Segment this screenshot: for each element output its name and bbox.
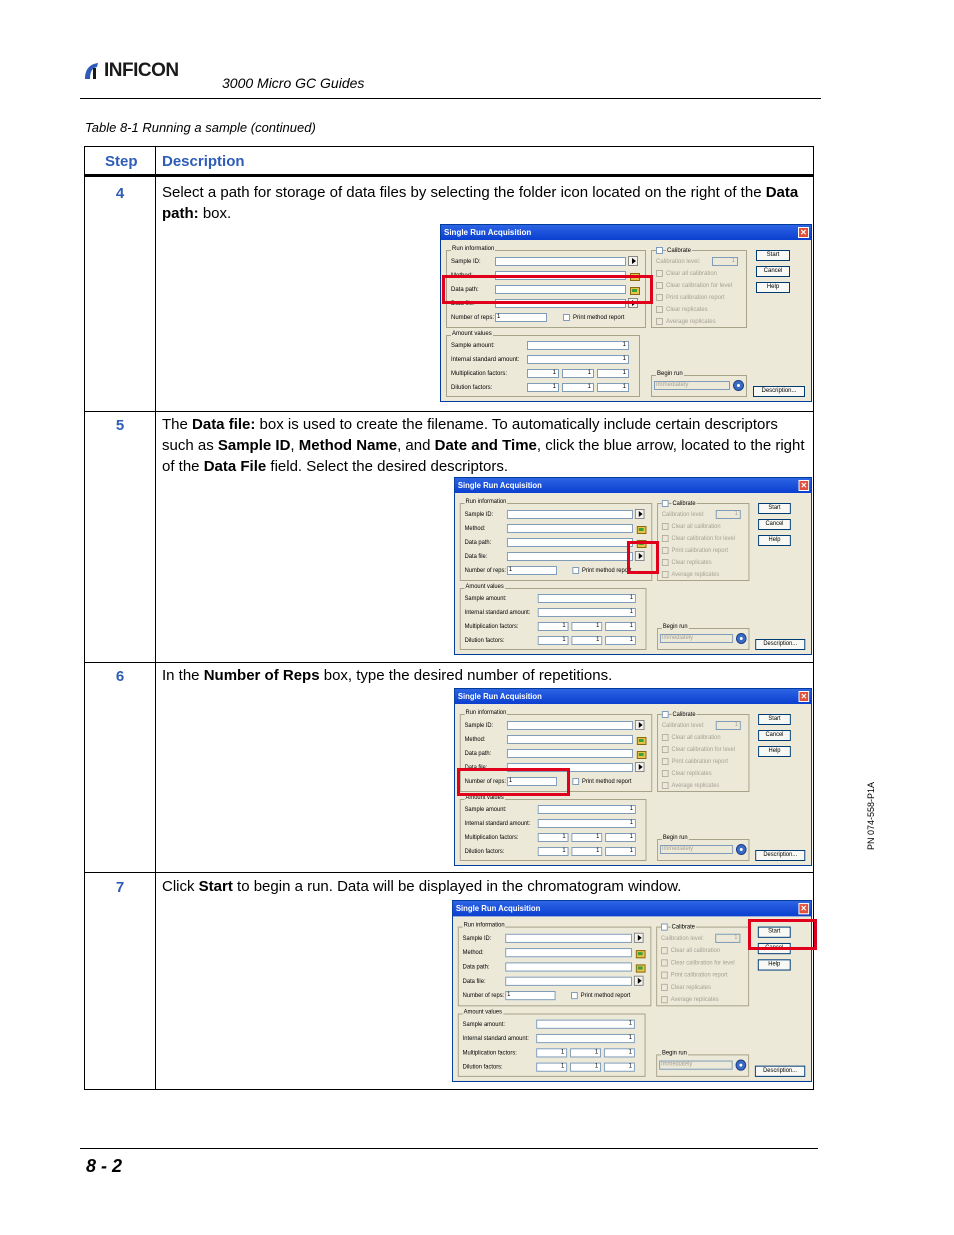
multiplication-input[interactable]: 1 xyxy=(538,622,569,631)
multiplication-input[interactable]: 1 xyxy=(605,622,636,631)
description-text: , xyxy=(290,437,299,454)
reps-input[interactable]: 1 xyxy=(507,566,557,575)
calib-option-checkbox[interactable] xyxy=(656,294,663,301)
calib-option-label: Average replicates xyxy=(666,319,716,325)
schedule-icon[interactable] xyxy=(736,633,747,644)
dilution-input[interactable]: 1 xyxy=(605,636,636,645)
logo-mark-icon xyxy=(82,61,102,81)
row-divider xyxy=(85,411,813,412)
internal-std-label: Internal standard amount: xyxy=(464,821,531,827)
description-button[interactable]: Description... xyxy=(753,386,805,397)
internal-std-input[interactable]: 1 xyxy=(527,355,629,364)
data-file-label: Data file: xyxy=(464,765,488,771)
description-button[interactable]: Description... xyxy=(755,1066,805,1077)
group-label: Run information xyxy=(465,710,507,716)
multiplication-label: Multiplication factors: xyxy=(464,624,519,630)
description-text: Click xyxy=(162,878,199,895)
header-step: Step xyxy=(105,153,138,170)
multiplication-label: Multiplication factors: xyxy=(451,371,508,377)
calib-option-checkbox[interactable] xyxy=(661,947,668,954)
print-method-checkbox[interactable] xyxy=(572,778,579,785)
multiplication-input[interactable]: 1 xyxy=(570,1048,601,1057)
sample-id-input[interactable] xyxy=(495,257,626,266)
start-button[interactable]: Start xyxy=(756,250,790,261)
document-title: 3000 Micro GC Guides xyxy=(222,75,365,91)
calib-option-label: Average replicates xyxy=(671,572,720,578)
multiplication-input[interactable]: 1 xyxy=(538,833,569,842)
dialog-title: Single Run Acquisition xyxy=(441,225,811,240)
print-method-label: Print method report xyxy=(581,779,632,785)
group-label: Amount values xyxy=(452,331,492,337)
dilution-input[interactable]: 1 xyxy=(538,847,569,856)
reps-label: Number of reps: xyxy=(464,568,506,574)
description-text: box. xyxy=(198,205,232,222)
begin-run-select[interactable]: Immediately xyxy=(659,1061,733,1070)
print-method-label: Print method report xyxy=(573,315,625,321)
data-file-arrow-icon[interactable] xyxy=(635,762,645,772)
group-label: Begin run xyxy=(662,835,688,841)
method-label: Method: xyxy=(464,526,486,532)
begin-run-select[interactable]: Immediately xyxy=(654,381,730,390)
print-method-label: Print method report xyxy=(581,568,632,574)
calib-option-checkbox[interactable] xyxy=(662,547,669,554)
calib-option-label: Print calibration report xyxy=(666,295,725,301)
data-file-input[interactable] xyxy=(507,552,633,561)
calibrate-label: Calibrate xyxy=(672,712,696,718)
calibration-level-label: Calibration level: xyxy=(661,512,705,518)
schedule-icon[interactable] xyxy=(736,844,747,855)
reps-label: Number of reps: xyxy=(464,779,506,785)
sample-id-arrow-icon[interactable] xyxy=(628,256,638,266)
calib-option-checkbox[interactable] xyxy=(661,996,668,1003)
schedule-icon[interactable] xyxy=(733,380,744,391)
part-number-label: PN 074-558-P1A xyxy=(866,781,876,850)
bold-term: Number of Reps xyxy=(203,667,320,684)
sample-id-arrow-icon[interactable] xyxy=(635,509,645,519)
calib-option-checkbox[interactable] xyxy=(661,972,668,979)
calib-option-checkbox[interactable] xyxy=(662,782,669,789)
reps-input[interactable]: 1 xyxy=(505,991,555,1000)
sample-id-label: Sample ID: xyxy=(451,259,481,265)
highlight-box xyxy=(627,541,659,574)
multiplication-input[interactable]: 1 xyxy=(605,833,636,842)
group-label: Begin run xyxy=(662,624,688,630)
help-button[interactable]: Help xyxy=(758,535,791,546)
schedule-icon[interactable] xyxy=(736,1060,747,1071)
cancel-button[interactable]: Cancel xyxy=(756,266,790,277)
calib-option-label: Clear replicates xyxy=(666,307,708,313)
cancel-button[interactable]: Cancel xyxy=(758,519,791,530)
calib-option-label: Clear calibration for level xyxy=(666,283,733,289)
sample-id-arrow-icon[interactable] xyxy=(634,933,644,943)
calibrate-label: Calibrate xyxy=(671,924,695,931)
highlight-box xyxy=(457,768,570,796)
multiplication-input[interactable]: 1 xyxy=(571,622,602,631)
dilution-input[interactable]: 1 xyxy=(570,1063,601,1072)
multiplication-input[interactable]: 1 xyxy=(597,369,629,378)
calib-option-label: Print calibration report xyxy=(670,972,728,979)
calib-option-label: Clear calibration for level xyxy=(671,747,736,753)
cancel-button[interactable]: Cancel xyxy=(758,730,791,741)
inficon-logo xyxy=(82,60,179,82)
help-button[interactable]: Help xyxy=(756,282,790,293)
calib-option-checkbox[interactable] xyxy=(661,984,668,991)
start-button[interactable]: Start xyxy=(758,927,791,938)
sample-amount-input[interactable]: 1 xyxy=(538,594,636,603)
sample-id-label: Sample ID: xyxy=(464,723,494,729)
table-header xyxy=(85,147,813,177)
calib-option-checkbox[interactable] xyxy=(662,758,669,765)
group-label: Amount values xyxy=(465,584,504,590)
dilution-input[interactable]: 1 xyxy=(605,847,636,856)
bold-term: Data file: xyxy=(192,416,256,433)
multiplication-input[interactable]: 1 xyxy=(527,369,559,378)
print-method-label: Print method report xyxy=(580,993,631,1000)
calib-option-label: Average replicates xyxy=(671,783,720,789)
method-folder-icon[interactable] xyxy=(636,524,646,533)
description-text: Select a path for storage of data files by selecting the folder icon located on the right of the xyxy=(162,184,766,201)
dilution-label: Dilution factors: xyxy=(464,638,505,644)
calib-option-checkbox[interactable] xyxy=(662,523,669,530)
calibrate-label: Calibrate xyxy=(667,248,692,254)
dilution-input[interactable]: 1 xyxy=(562,383,594,392)
calibration-level-label: Calibration level: xyxy=(661,935,704,942)
method-input[interactable] xyxy=(507,735,633,744)
calibration-level-input[interactable]: 1 xyxy=(712,257,738,266)
sample-id-label: Sample ID: xyxy=(462,935,492,942)
highlight-box xyxy=(748,919,817,950)
dialog-title: Single Run Acquisition xyxy=(455,689,811,704)
data-file-label: Data file: xyxy=(462,978,486,985)
dilution-input[interactable]: 1 xyxy=(538,636,569,645)
group-label: Run information xyxy=(465,499,507,505)
bold-term: Data path: xyxy=(162,184,799,222)
reps-label: Number of reps: xyxy=(462,993,505,1000)
description-text: In the xyxy=(162,667,204,684)
calibrate-checkbox[interactable] xyxy=(656,247,663,254)
group-label: Amount values xyxy=(465,795,504,801)
group-label: Amount values xyxy=(463,1008,503,1017)
bold-term: Sample ID xyxy=(217,437,291,454)
method-label: Method: xyxy=(464,737,486,743)
calib-option-checkbox[interactable] xyxy=(662,571,669,578)
step-description xyxy=(162,414,807,477)
step-description xyxy=(162,665,807,686)
table-caption: Table 8-1 Running a sample (continued) xyxy=(85,120,316,135)
calib-option-label: Clear all calibration xyxy=(671,524,721,530)
print-method-checkbox[interactable] xyxy=(563,314,570,321)
reps-label: Number of reps: xyxy=(451,315,495,321)
method-label: Method: xyxy=(462,950,484,957)
calib-option-label: Clear replicates xyxy=(671,560,712,566)
bold-term: Method Name xyxy=(298,437,398,454)
data-path-folder-icon[interactable] xyxy=(635,962,645,971)
sample-amount-label: Sample amount: xyxy=(451,343,495,349)
data-path-label: Data path: xyxy=(462,964,490,971)
calib-option-checkbox[interactable] xyxy=(661,959,668,966)
calibrate-checkbox[interactable] xyxy=(662,711,669,718)
multiplication-input[interactable]: 1 xyxy=(571,833,602,842)
multiplication-label: Multiplication factors: xyxy=(462,1050,517,1057)
data-file-arrow-icon[interactable] xyxy=(634,976,644,986)
begin-run-select[interactable]: Immediately xyxy=(660,845,733,854)
step-number: 7 xyxy=(115,879,125,896)
sample-amount-label: Sample amount: xyxy=(464,596,507,602)
sample-amount-label: Sample amount: xyxy=(464,807,507,813)
calib-option-label: Clear all calibration xyxy=(670,948,721,955)
dilution-input[interactable]: 1 xyxy=(571,636,602,645)
data-path-label: Data path: xyxy=(451,287,479,293)
calib-option-checkbox[interactable] xyxy=(656,282,663,289)
step-description xyxy=(162,876,807,897)
dialog-title: Single Run Acquisition xyxy=(455,478,811,493)
calib-option-label: Clear replicates xyxy=(671,771,712,777)
dilution-label: Dilution factors: xyxy=(451,385,493,391)
calib-option-checkbox[interactable] xyxy=(656,270,663,277)
cancel-button[interactable]: Cancel xyxy=(758,943,791,954)
calibration-level-input[interactable]: 1 xyxy=(715,934,740,943)
data-file-label: Data file: xyxy=(451,301,475,307)
dilution-input[interactable]: 1 xyxy=(604,1063,635,1072)
calib-option-label: Clear calibration for level xyxy=(670,960,735,967)
calib-option-checkbox[interactable] xyxy=(662,559,669,566)
sample-amount-input[interactable]: 1 xyxy=(527,341,629,350)
start-button[interactable]: Start xyxy=(758,503,791,514)
close-icon[interactable]: ✕ xyxy=(799,480,810,491)
group-label: Run information xyxy=(463,921,506,930)
highlight-box xyxy=(442,275,653,304)
help-button[interactable]: Help xyxy=(758,959,791,970)
calib-option-label: Print calibration report xyxy=(671,548,728,554)
bold-term: Date and Time xyxy=(434,437,537,454)
begin-run-select[interactable]: Immediately xyxy=(660,634,733,643)
close-icon[interactable]: ✕ xyxy=(798,903,809,914)
dilution-input[interactable]: 1 xyxy=(571,847,602,856)
single-run-acquisition-dialog xyxy=(440,224,812,402)
step-number: 6 xyxy=(115,668,125,685)
reps-input[interactable]: 1 xyxy=(495,313,547,322)
internal-std-label: Internal standard amount: xyxy=(462,1035,529,1043)
header-description: Description xyxy=(162,153,245,170)
method-input[interactable] xyxy=(505,948,632,957)
footer-rule xyxy=(80,1148,818,1149)
multiplication-input[interactable]: 1 xyxy=(604,1048,635,1057)
sample-amount-input[interactable]: 1 xyxy=(538,805,636,814)
calib-option-checkbox[interactable] xyxy=(656,318,663,325)
step-number: 4 xyxy=(115,185,125,202)
method-input[interactable] xyxy=(507,524,633,533)
calib-option-checkbox[interactable] xyxy=(656,306,663,313)
group-label: Begin run xyxy=(657,371,683,377)
sample-id-arrow-icon[interactable] xyxy=(635,720,645,730)
page-number: 8 - 2 xyxy=(86,1156,123,1176)
calib-option-label: Average replicates xyxy=(670,997,719,1004)
calib-option-label: Clear calibration for level xyxy=(671,536,736,542)
description-text: box, type the desired number of repetitions. xyxy=(319,667,613,684)
dilution-input[interactable]: 1 xyxy=(597,383,629,392)
data-path-folder-icon[interactable] xyxy=(636,749,646,758)
dilution-label: Dilution factors: xyxy=(464,849,505,855)
multiplication-input[interactable]: 1 xyxy=(562,369,594,378)
reps-input[interactable]: 1 xyxy=(507,777,557,786)
start-button[interactable]: Start xyxy=(758,714,791,725)
sample-amount-input[interactable]: 1 xyxy=(536,1020,635,1029)
data-file-label: Data file: xyxy=(464,554,488,560)
description-text: , and xyxy=(397,437,435,454)
internal-std-input[interactable]: 1 xyxy=(538,608,636,617)
description-text: to begin a run. Data will be displayed in the chromatogram window. xyxy=(232,878,682,895)
bold-term: Data File xyxy=(203,458,267,475)
data-path-label: Data path: xyxy=(464,540,492,546)
internal-std-input[interactable]: 1 xyxy=(536,1034,635,1043)
header-rule xyxy=(80,98,821,99)
calib-option-label: Clear all calibration xyxy=(671,735,721,741)
calib-option-checkbox[interactable] xyxy=(662,734,669,741)
print-method-checkbox[interactable] xyxy=(571,992,578,999)
dilution-input[interactable]: 1 xyxy=(536,1063,567,1072)
method-label: Method: xyxy=(451,273,473,279)
row-divider xyxy=(85,662,813,663)
data-file-input[interactable] xyxy=(505,977,632,986)
data-path-input[interactable] xyxy=(507,538,633,547)
data-path-input[interactable] xyxy=(507,749,633,758)
internal-std-label: Internal standard amount: xyxy=(451,357,520,363)
description-text: The xyxy=(162,416,193,433)
description-button[interactable]: Description... xyxy=(755,850,805,861)
calib-option-label: Clear all calibration xyxy=(666,271,718,277)
multiplication-input[interactable]: 1 xyxy=(536,1048,567,1057)
column-divider xyxy=(155,147,156,1089)
calib-option-checkbox[interactable] xyxy=(662,535,669,542)
calibrate-checkbox[interactable] xyxy=(661,924,668,931)
calib-option-label: Print calibration report xyxy=(671,759,728,765)
description-button[interactable]: Description... xyxy=(755,639,805,650)
calib-option-checkbox[interactable] xyxy=(662,770,669,777)
calibrate-label: Calibrate xyxy=(672,501,696,507)
calibration-level-label: Calibration level: xyxy=(656,259,701,265)
internal-std-input[interactable]: 1 xyxy=(538,819,636,828)
close-icon[interactable]: ✕ xyxy=(799,691,810,702)
calib-option-checkbox[interactable] xyxy=(662,746,669,753)
method-folder-icon[interactable] xyxy=(635,948,645,957)
close-icon[interactable]: ✕ xyxy=(798,227,809,238)
step-number: 5 xyxy=(115,417,125,434)
logo-text: INFICON xyxy=(104,60,179,81)
description-text: , click the blue arrow, located to the right of the xyxy=(162,437,805,475)
print-method-checkbox[interactable] xyxy=(572,567,579,574)
sample-amount-label: Sample amount: xyxy=(462,1021,505,1028)
step-description xyxy=(162,182,807,224)
data-path-input[interactable] xyxy=(505,962,632,971)
calibration-level-input[interactable]: 1 xyxy=(716,510,741,519)
row-divider xyxy=(85,872,813,873)
calibration-level-input[interactable]: 1 xyxy=(716,721,741,730)
group-label: Begin run xyxy=(661,1049,688,1058)
internal-std-label: Internal standard amount: xyxy=(464,610,531,616)
data-path-label: Data path: xyxy=(464,751,492,757)
dilution-input[interactable]: 1 xyxy=(527,383,559,392)
help-button[interactable]: Help xyxy=(758,746,791,757)
sample-id-input[interactable] xyxy=(505,934,632,943)
group-label: Run information xyxy=(452,246,495,252)
sample-id-label: Sample ID: xyxy=(464,512,494,518)
description-text: box is used to create the filename. To automatically include certain descriptors such as xyxy=(162,416,778,454)
multiplication-label: Multiplication factors: xyxy=(464,835,519,841)
calib-option-label: Clear replicates xyxy=(670,984,712,991)
method-folder-icon[interactable] xyxy=(636,735,646,744)
calibrate-checkbox[interactable] xyxy=(662,500,669,507)
description-text: field. Select the desired descriptors. xyxy=(266,458,509,475)
bold-term: Start xyxy=(198,878,233,895)
calibration-level-label: Calibration level: xyxy=(661,723,705,729)
sample-id-input[interactable] xyxy=(507,721,633,730)
dialog-title: Single Run Acquisition xyxy=(453,901,811,916)
dilution-label: Dilution factors: xyxy=(462,1064,503,1071)
sample-id-input[interactable] xyxy=(507,510,633,519)
